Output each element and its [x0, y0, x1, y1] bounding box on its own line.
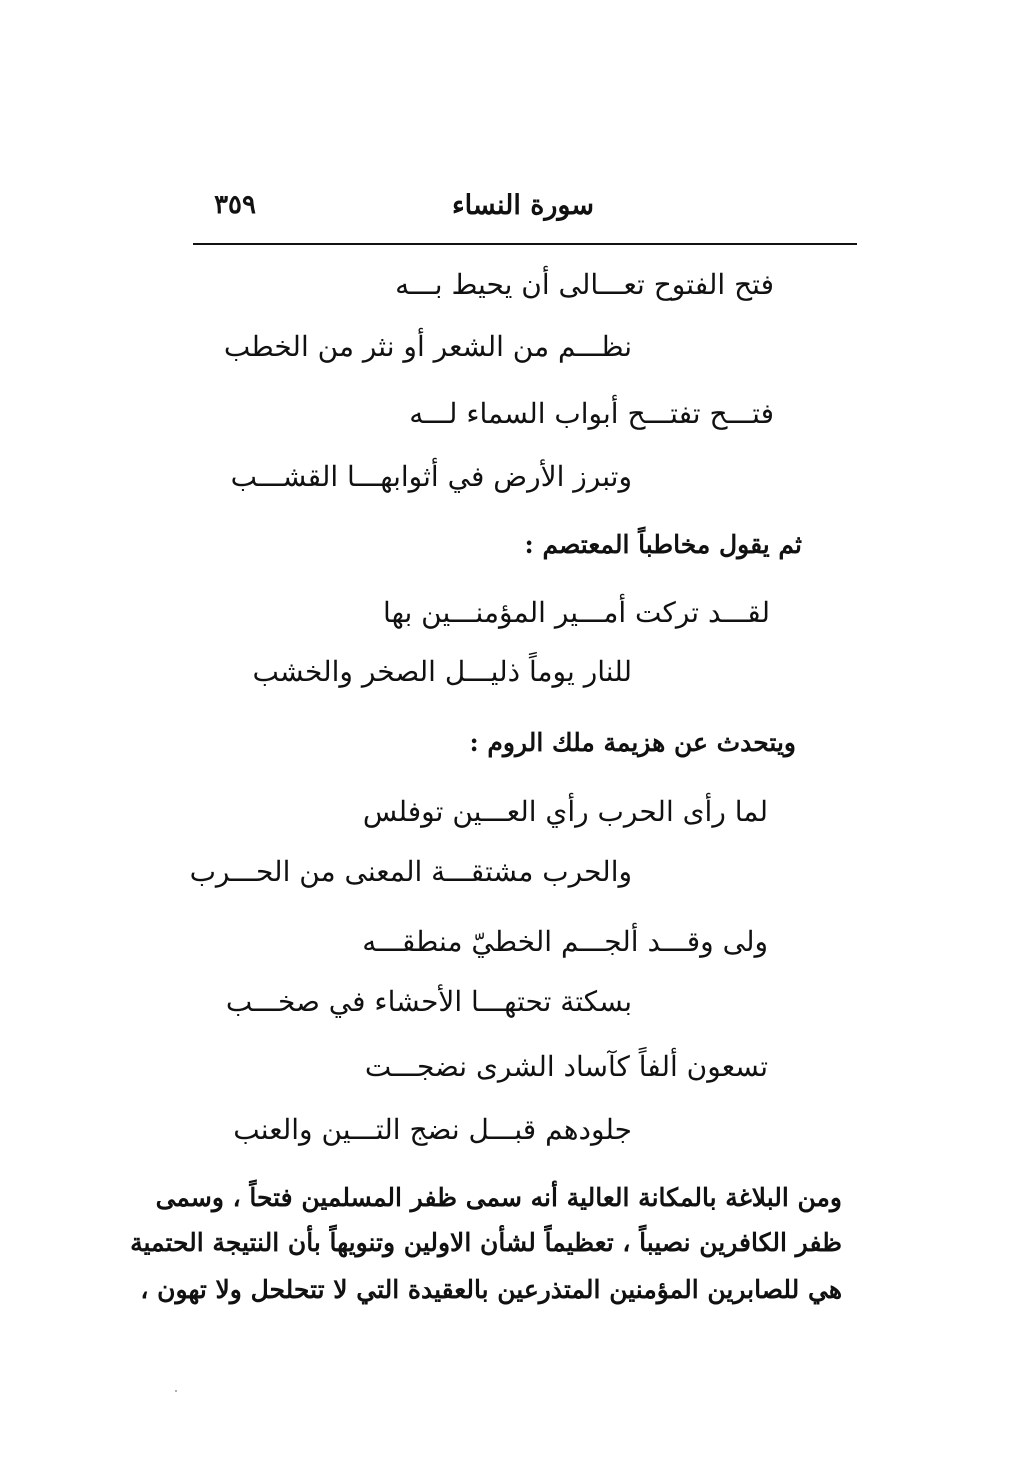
paragraph-line: ظفر الكافرين نصيباً ، تعظيماً لشأن الاولين وتنويهاً بأن النتيجة الحتمية	[130, 1228, 842, 1257]
verse-hemistich: جلودهم قبـــل نضج التـــين والعنب	[233, 1113, 632, 1146]
paragraph-line: هي للصابرين المؤمنين المتذرعين بالعقيدة التي لا تتحلحل ولا تهون ،	[140, 1275, 842, 1304]
verse-hemistich: لقـــد تركت أمـــير المؤمنـــين بها	[383, 596, 770, 629]
page-header-title: سورة النساء	[451, 190, 594, 221]
verse-hemistich: نظـــم من الشعر أو نثر من الخطب	[223, 330, 632, 363]
page-number: ٣٥٩	[214, 190, 256, 220]
header-rule	[193, 243, 857, 245]
verse-hemistich: وتبرز الأرض في أثوابهـــا القشـــب	[230, 460, 632, 493]
intro-line: ثم يقول مخاطباً المعتصم :	[524, 530, 802, 559]
verse-hemistich: بسكتة تحتهـــا الأحشاء في صخـــب	[225, 985, 632, 1018]
verse-hemistich: فتـــح تفتـــح أبواب السماء لـــه	[409, 397, 774, 430]
verse-hemistich: والحرب مشتقـــة المعنى من الحـــرب	[189, 855, 632, 888]
verse-hemistich: فتح الفتوح تعـــالى أن يحيط بـــه	[395, 268, 774, 301]
paragraph-line: ومن البلاغة بالمكانة العالية أنه سمى ظفر المسلمين فتحاً ، وسمى	[155, 1183, 842, 1212]
intro-line: ويتحدث عن هزيمة ملك الروم :	[469, 728, 796, 757]
scan-speck	[175, 1390, 177, 1392]
verse-hemistich: تسعون ألفاً كآساد الشرى نضجـــت	[364, 1050, 768, 1083]
verse-hemistich: لما رأى الحرب رأي العـــين توفلس	[362, 795, 768, 828]
verse-hemistich: ولى وقـــد ألجـــم الخطيّ منطقـــه	[362, 925, 768, 958]
verse-hemistich: للنار يوماً ذليـــل الصخر والخشب	[252, 655, 632, 688]
